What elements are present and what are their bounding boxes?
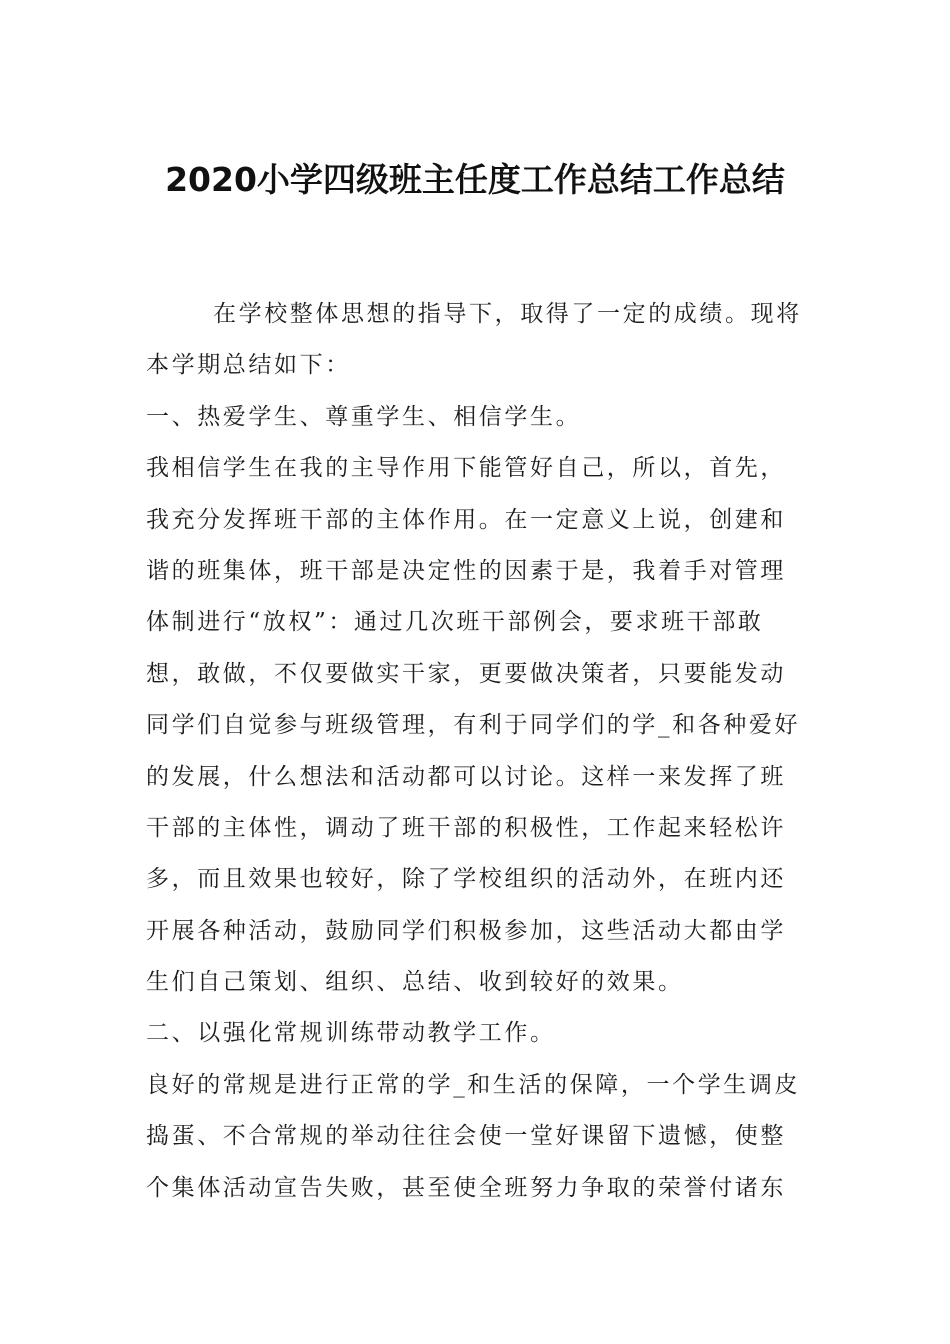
body-line: 开展各种活动，鼓励同学们积极参加，这些活动大都由学: [146, 917, 786, 944]
document-title: 2020小学四级班主任度工作总结工作总结: [165, 160, 785, 199]
body-line: 干部的主体性，调动了班干部的积极性，工作起来轻松许: [146, 814, 786, 841]
body-line: 我充分发挥班干部的主体作用。在一定意义上说，创建和: [146, 506, 786, 533]
section-heading-1: 一、热爱学生、尊重学生、相信学生。: [146, 403, 582, 430]
body-line: 同学们自觉参与班级管理，有利于同学们的学_和各种爱好: [146, 712, 801, 739]
document-body: [146, 289, 814, 1214]
body-line: 良好的常规是进行正常的学_和生活的保障，一个学生调皮: [146, 1071, 801, 1098]
body-line: 在学校整体思想的指导下，取得了一定的成绩。现将: [213, 301, 802, 327]
body-line: 的发展，什么想法和活动都可以讨论。这样一来发挥了班: [146, 763, 786, 790]
body-line: 多，而且效果也较好，除了学校组织的活动外，在班内还: [146, 866, 786, 893]
section-heading-2: 二、以强化常规训练带动教学工作。: [146, 1020, 556, 1047]
body-line: 生们自己策划、组织、总结、收到较好的效果。: [146, 969, 684, 996]
body-line: 本学期总结如下：: [146, 352, 351, 379]
body-line: 谐的班集体，班干部是决定性的因素于是，我着手对管理: [146, 557, 786, 584]
body-line: 我相信学生在我的主导作用下能管好自己，所以，首先，: [146, 455, 786, 482]
body-line: 个集体活动宣告失败，甚至使全班努力争取的荣誉付诸东: [146, 1174, 786, 1201]
body-line: 体制进行“放权”：通过几次班干部例会，要求班干部敢: [146, 609, 764, 636]
body-line: 想，敢做，不仅要做实干家，更要做决策者，只要能发动: [146, 660, 786, 687]
body-line: 捣蛋、不合常规的举动往往会使一堂好课留下遗憾，使整: [146, 1123, 786, 1150]
